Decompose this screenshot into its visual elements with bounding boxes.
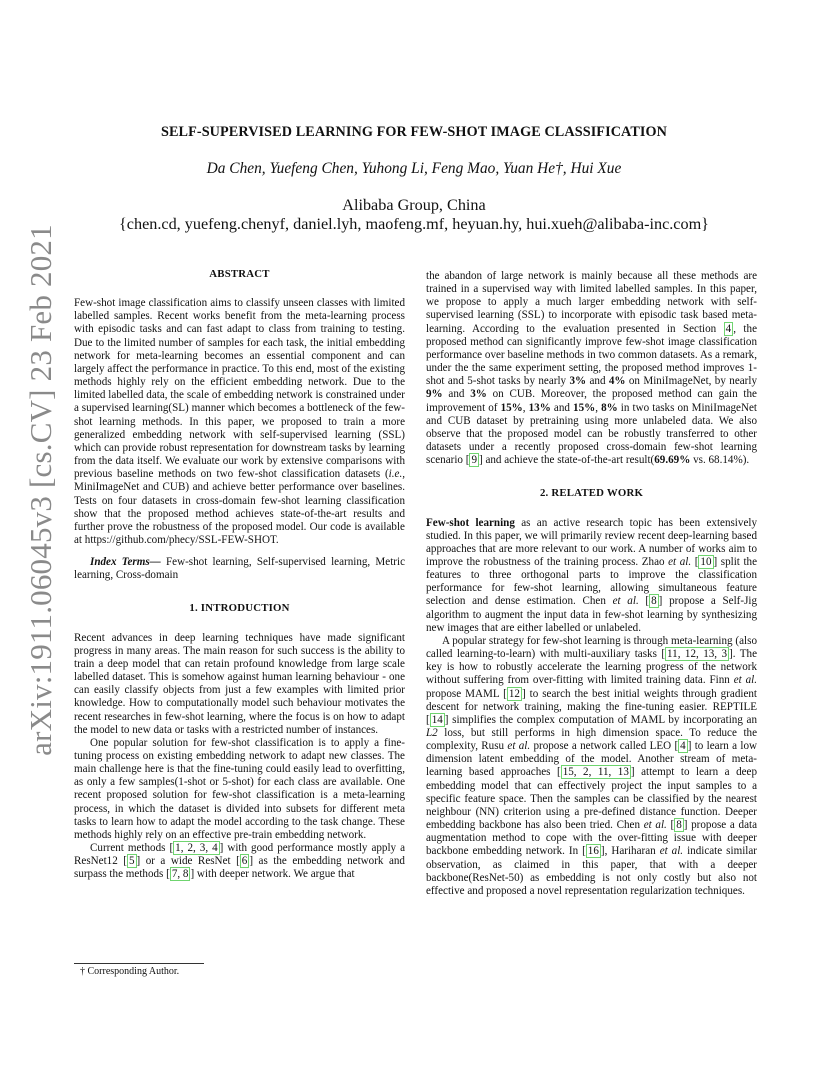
- left-column: [74, 268, 405, 882]
- related-work-paragraph-2: A popular strategy for few-shot learning is through meta-learning (also called learning-to-learn) with multi-auxiliary tasks [ 11, 12, 13, 3 ]. The key is how to robustly accelerate the learning progress of the network without suffering from over-fitting with limited training data. Finn et al. propose MAML [ 12 ] to search the best initial weights through gradient descent for network training, making the fine-tuning easier. REPTILE [ 14 ] simplifies the complex computation of MAML by incorporating an L2 loss, but still performs in high dimension space. To reduce the complexity, Rusu et al. propose a network called LEO [ 4 ] to learn a low dimension latent embedding of the model. Another stream of meta-learning based approaches [ 15, 2, 11, 13 ] attempt to learn a deep embedding model that can effectively project the input samples to a specific feature space. Then the samples can be classified by the nearest neighbour (NN) criterion using a pre-defined distance function. Deeper embedding backbone has also been tried. Chen et al. [ 8 ] propose a data augmentation method to cope with the over-fitting issue with deeper backbone embedding network. In [ 16 ], Hariharan et al. indicate similar observation, as claimed in this paper, that with a deeper backbone(ResNet-50) as embedding is not only costly but also not effective and proposed a novel representation regularization techniques.: [426, 634, 758, 897]
- intro-paragraph-3: Current methods [ 1, 2, 3, 4 ] with good performance mostly apply a ResNet12 [ 5 ] or a wide ResNet [ 6 ] as the embedding network and surpass the methods [ 7, 8 ] with deeper network. We argue that: [74, 842, 405, 881]
- abstract-text: Few-shot image classification aims to classify unseen classes with limited labelled samples. Recent works benefit from the meta-learning process with episodic tasks and can fast adapt to class from training to testing. Due to the limited number of samples for each task, the initial embedding network for meta-learning becomes an essential component and can largely affect the performance in practice. To this end, most of the existing methods highly rely on the efficient embedding network. Due to the limited labelled data, the scale of embedding network is constrained under a supervised learning(SL) manner which becomes a bottleneck of the few-shot learning methods. In this paper, we proposed to train a more generalized embedding network with self-supervised learning (SSL) which can provide robust representation for downstream tasks by learning from the data itself. We evaluate our work by extensive comparisons with previous baseline methods on two few-shot classification datasets (i.e., MiniImageNet and CUB) and achieve better performance over baselines. Tests on four datasets in cross-domain few-shot learning classification show that the proposed method achieves state-of-the-art results and further prove the robustness of the proposed model. Our code is available at https://github.com/phecy/SSL-FEW-SHOT.: [74, 297, 405, 546]
- citation-link[interactable]: 9: [471, 454, 477, 467]
- citation-link[interactable]: 15, 2, 11, 13: [562, 766, 629, 779]
- citation-link[interactable]: 8: [676, 819, 682, 832]
- intro-paragraph-continued: the abandon of large network is mainly because all these methods are trained in a supervised way with limited labelled samples. In this paper, we propose to apply a much larger embedding network with self-supervised learning (SSL) to incorporate with episodic task based meta-learning. According to the evaluation presented in Section 4 , the proposed method can significantly improve few-shot image classification performance over baseline methods in two common datasets. As a remark, under the the same experiment setting, the proposed method improves 1-shot and 5-shot tasks by nearly 3% and 4% on MiniImageNet, by nearly 9% and 3% on CUB. Moreover, the proposed method can gain the improvement of 15%, 13% and 15%, 8% in two tasks on MiniImageNet and CUB dataset by pretraining using more unlabeled data. We also observe that the proposed model can be robustly transferred to other datasets under a recently proposed cross-domain few-shot learning scenario [ 9 ] and achieve the state-of-the-art result(69.69% vs. 68.14%).: [426, 270, 757, 467]
- citation-link[interactable]: 1, 2, 3, 4: [175, 842, 218, 855]
- citation-link[interactable]: 6: [241, 855, 248, 868]
- citation-link[interactable]: 7, 8: [171, 868, 189, 881]
- intro-paragraph-1: Recent advances in deep learning techniques have made significant progress in many areas. The main reason for such success is the ability to train a deep model that can retain profound knowledge from large scale labelled dataset. This is somehow against human learning behaviour - one can easily classify objects from just a few examples with limited prior knowledge. How to computationally model such behaviour motivates the recent researches in few-shot learning, where the focus is on how to adapt the model to new data or tasks with a restricted number of instances.: [74, 631, 405, 736]
- right-column: [426, 270, 757, 898]
- citation-link[interactable]: 8: [651, 595, 657, 608]
- section-link[interactable]: 4: [725, 322, 732, 335]
- email-list: {chen.cd, yuefeng.chenyf, daniel.lyh, maofeng.mf, heyuan.hy, hui.xueh@alibaba-inc.com}: [119, 215, 709, 233]
- citation-link[interactable]: 14: [431, 713, 443, 726]
- citation-link[interactable]: 11, 12, 13, 3: [667, 648, 728, 661]
- arxiv-stamp-text: arXiv:1911.06045v3 [cs.CV] 23 Feb 2021: [23, 224, 58, 756]
- citation-link[interactable]: 10: [700, 555, 712, 568]
- arxiv-stamp: [18, 224, 64, 756]
- related-work-heading: 2. RELATED WORK: [539, 487, 644, 500]
- citation-link[interactable]: 5: [128, 855, 135, 868]
- footnote: † Corresponding Author.: [80, 966, 180, 977]
- affiliation: Alibaba Group, China: [342, 196, 486, 214]
- index-terms: Index Terms— Few-shot learning, Self-supervised learning, Metric learning, Cross-domain: [74, 556, 405, 582]
- citation-link[interactable]: 4: [680, 740, 686, 753]
- citation-link[interactable]: 16: [587, 845, 599, 858]
- paper-title: SELF-SUPERVISED LEARNING FOR FEW-SHOT IMAGE CLASSIFICATION: [160, 124, 668, 140]
- introduction-heading: 1. INTRODUCTION: [189, 602, 290, 615]
- related-work-paragraph-1: Few-shot learning as an active research topic has been extensively studied. In this paper, we will primarily review recent deep-learning based approaches that are more relevant to our work. A number of works aim to improve the robustness of the training process. Zhao et al. [ 10 ] split the features to three orthogonal parts to improve the classification performance for few-shot learning, allowing simultaneous feature selection and dense estimation. Chen et al. [ 8 ] propose a Self-Jig algorithm to augment the input data in few-shot learning by synthesizing new images that are either labelled or unlabeled.: [426, 516, 758, 634]
- footnote-rule: [74, 963, 204, 964]
- citation-link[interactable]: 12: [508, 687, 520, 700]
- intro-paragraph-2: One popular solution for few-shot classification is to apply a fine-tuning process on existing embedding network to adapt new classes. The main challenge here is that the fine-tuning could easily lead to overfitting, as only a few samples(1-shot or 5-shot) for each class are available. One recent proposed solution for few-shot classification is a meta-learning process, in which the dataset is divided into subsets for different meta tasks to learn how to adapt the model according to the task change. These methods highly rely on an effective pre-train embedding network.: [74, 736, 405, 841]
- author-list: Da Chen, Yuefeng Chen, Yuhong Li, Feng Mao, Yuan He†, Hui Xue: [206, 160, 622, 177]
- abstract-heading: ABSTRACT: [209, 268, 270, 280]
